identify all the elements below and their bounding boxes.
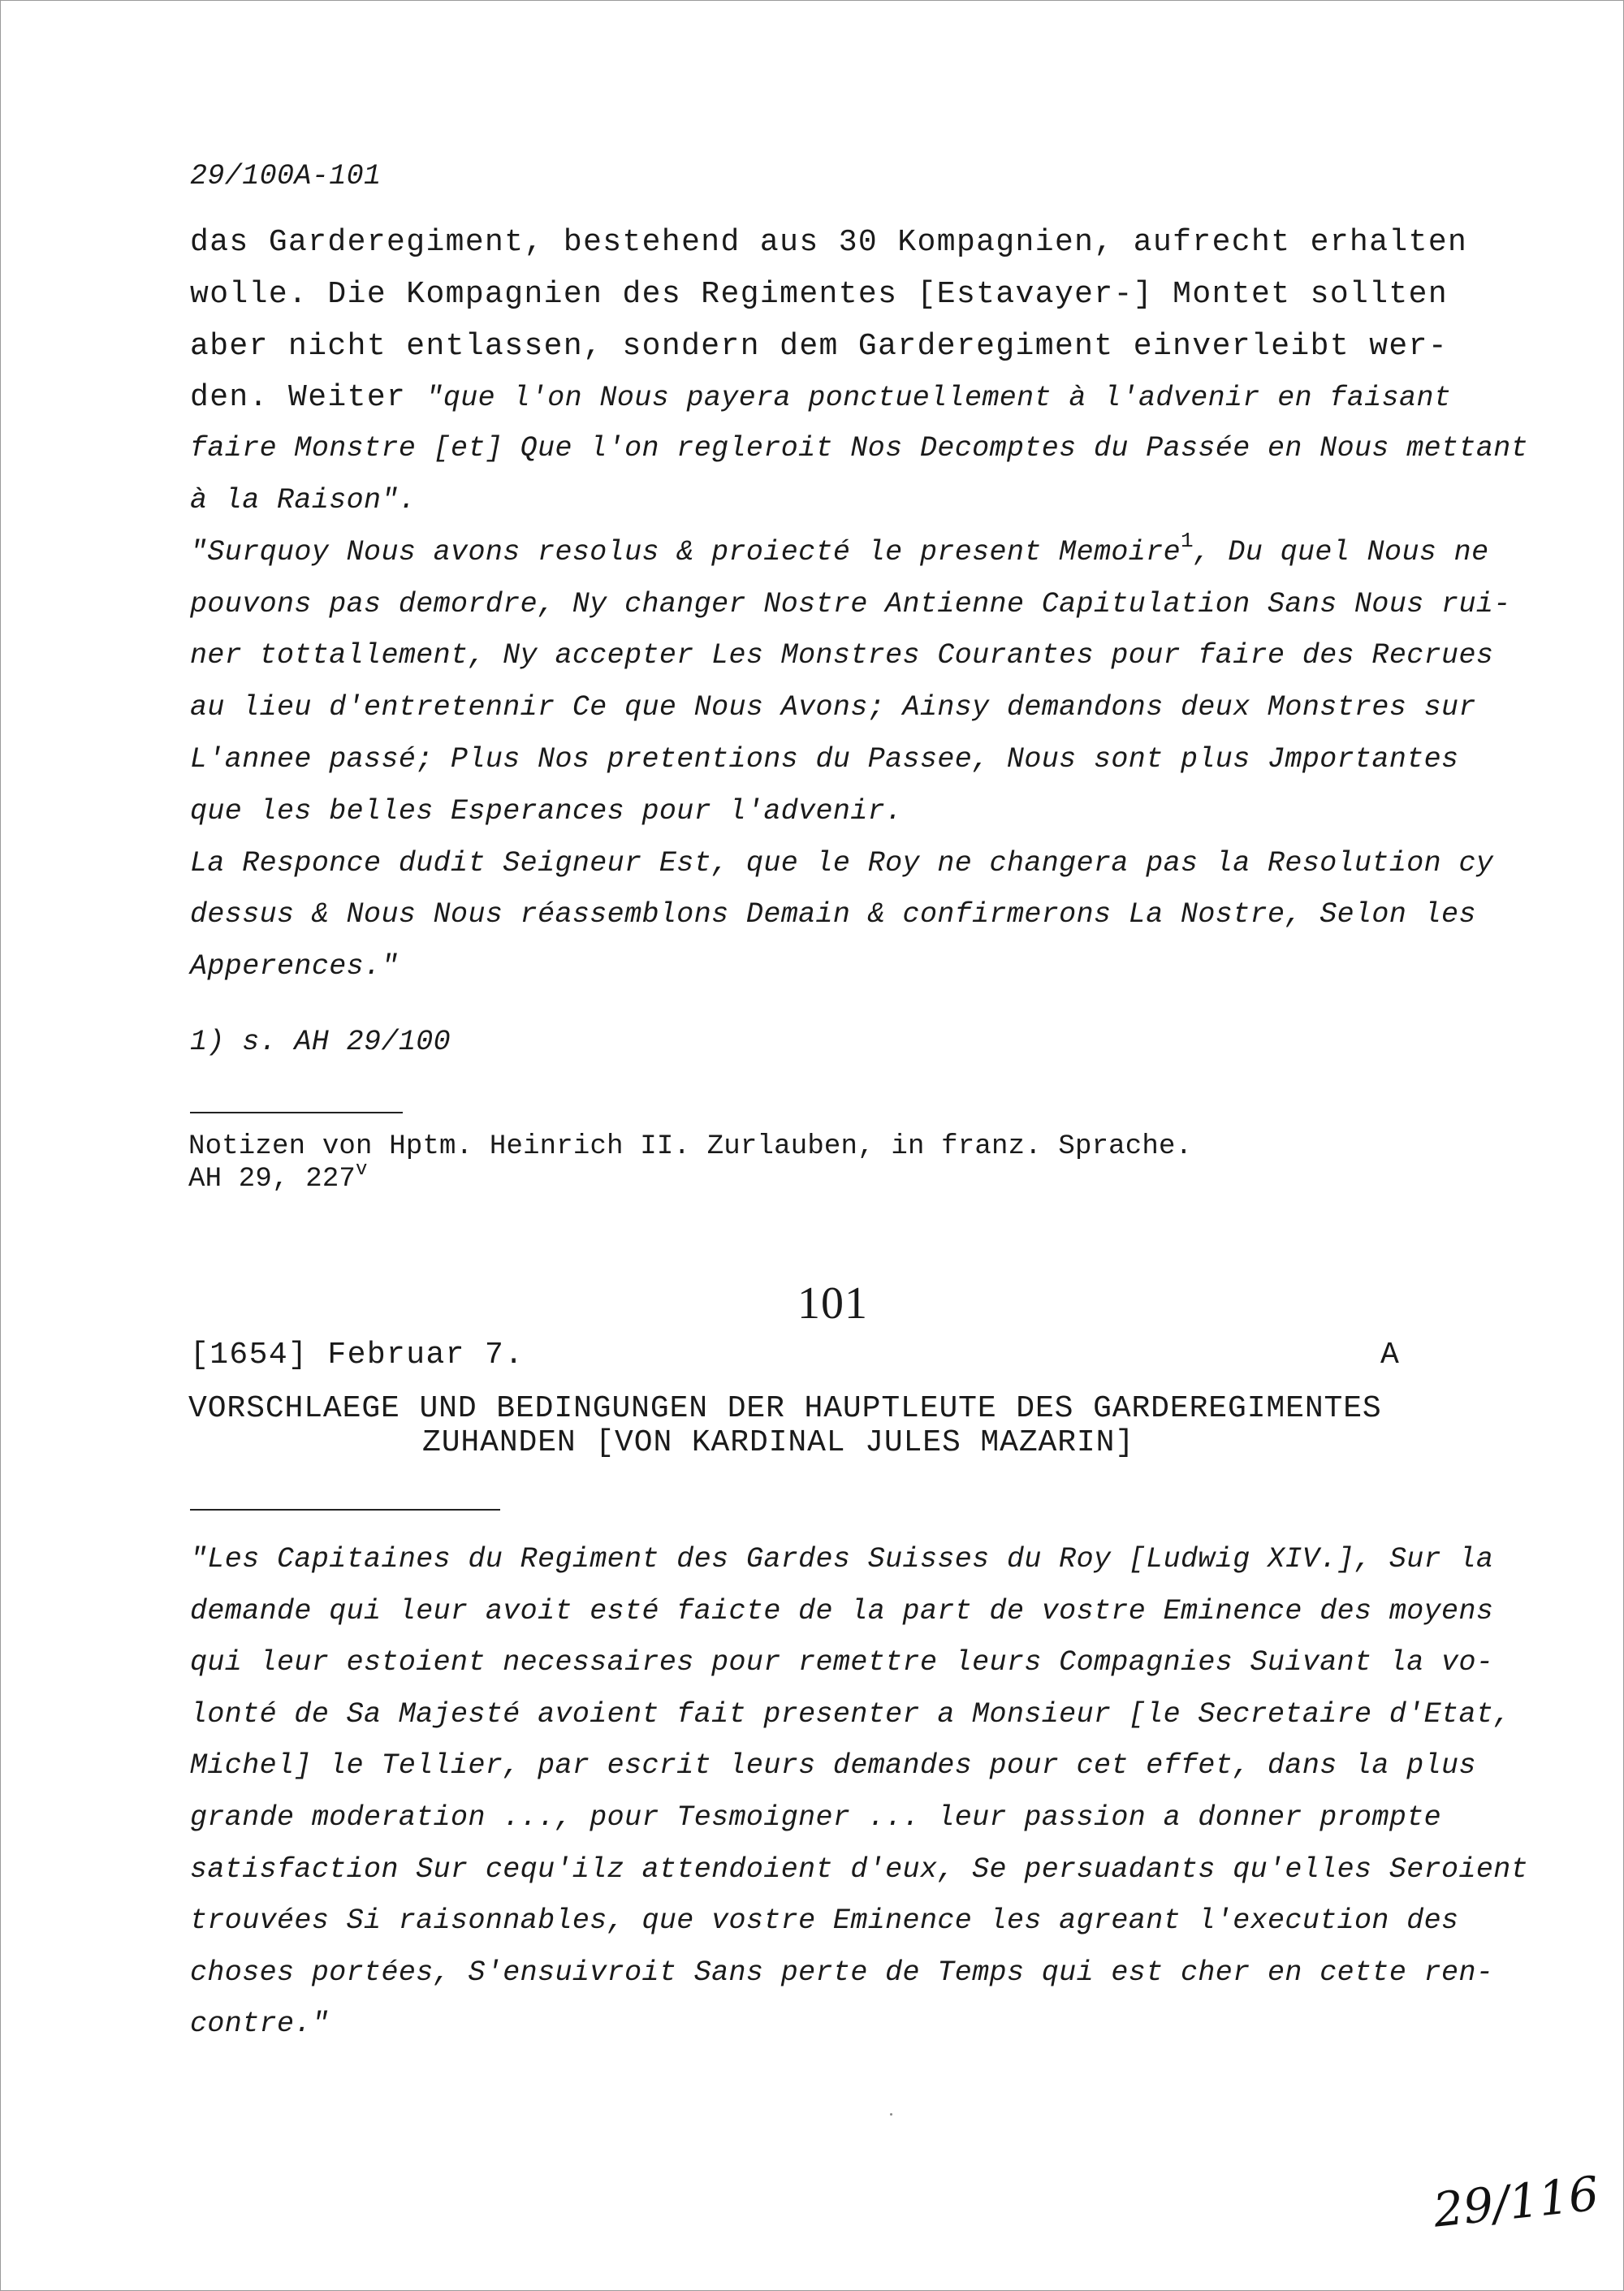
source-note: Notizen von Hptm. Heinrich II. Zurlauben, in franz. Sprache. [188,1131,1193,1162]
text-line [190,898,1476,931]
document-title-line1: VORSCHLAEGE UND BEDINGUNGEN DER HAUPTLEUTE DES GARDEREGIMENTES [188,1391,1382,1426]
text-run: wolle. Die Kompagnien des Regimentes [Estavayer-] Montet sollten [190,276,1449,312]
archive-reference-text: AH 29, 227 [188,1164,356,1195]
text-run: , Du quel Nous ne [1193,535,1489,568]
text-line: satisfaction Sur cequ'ilz attendoient d'eux, Se persuadants qu'elles Seroient [190,1852,1529,1886]
document-title-line2: ZUHANDEN [VON KARDINAL JULES MAZARIN] [422,1425,1135,1460]
title-separator [190,1509,500,1511]
text-line [190,432,1528,465]
text-line: Michel] le Tellier, par escrit leurs demandes pour cet effet, dans la plus [190,1749,1476,1783]
text-line [190,277,1448,312]
text-run: ner tottallement, Ny accepter Les Monstres Courantes pour faire des Recrues [190,639,1494,672]
text-line [190,743,1458,776]
archive-reference [188,1159,368,1195]
scan-speck [890,2113,892,2116]
text-line: choses portées, S'ensuivroit Sans perte de Temps qui est cher en cette ren- [190,1956,1494,1989]
document-number: 101 [797,1278,868,1329]
text-line [190,950,399,983]
text-line [190,639,1493,672]
text-run: "que l'on Nous payera ponctuellement à l'advenir en faisant [425,382,1452,415]
text-run: den. Weiter [190,380,426,416]
text-run: à la Raison". [190,484,417,517]
text-run: faire Monstre [et] Que l'on regleroit Nos Decomptes du Passée en Nous mettant [190,432,1529,465]
archive-reference-sup: v [356,1159,368,1181]
text-line [190,329,1448,364]
text-run: dessus & Nous Nous réassemblons Demain & confirmerons La Nostre, Selon les [190,898,1476,932]
footnote-marker: 1 [1181,528,1194,553]
text-run: que les belles Esperances pour l'advenir. [190,794,903,828]
text-run: das Garderegiment, bestehend aus 30 Kompagnien, aufrecht erhalten [190,225,1468,260]
text-line [190,588,1511,620]
text-line [190,380,1451,415]
footnote: 1) s. AH 29/100 [190,1026,451,1058]
document-version-letter: A [1380,1338,1401,1372]
text-line [190,484,416,517]
document-date: [1654] Februar 7. [190,1338,525,1372]
text-line: grande moderation ..., pour Tesmoigner ... leur passion a donner prompte [190,1801,1442,1834]
handwritten-folio-number: 29/116 [1431,2165,1602,2238]
text-run: Apperences." [190,950,399,983]
text-run: aber nicht entlassen, sondern dem Garderegiment einverleibt wer- [190,328,1449,364]
text-run: L'annee passé; Plus Nos pretentions du Passee, Nous sont plus Jmportantes [190,743,1459,776]
text-line: qui leur estoient necessaires pour remettre leurs Compagnies Suivant la vo- [190,1646,1494,1679]
text-line [190,691,1476,724]
text-line [190,528,1489,568]
text-run: "Surquoy Nous avons resolus & proiecté le present Memoire [190,535,1181,568]
text-line: trouvées Si raisonnables, que vostre Eminence les agreant l'execution des [190,1904,1459,1938]
text-line [190,795,903,828]
page-reference: 29/100A-101 [190,160,382,192]
text-line [190,225,1467,260]
text-line: contre." [190,2008,330,2041]
text-run: au lieu d'entretennir Ce que Nous Avons; Ainsy demandons deux Monstres sur [190,691,1476,724]
footnote-separator [190,1112,403,1113]
text-line [190,847,1493,880]
text-line: "Les Capitaines du Regiment des Gardes Suisses du Roy [Ludwig XIV.], Sur la [190,1543,1494,1576]
text-line: demande qui leur avoit esté faicte de la part de vostre Eminence des moyens [190,1594,1494,1627]
text-run: pouvons pas demordre, Ny changer Nostre Antienne Capitulation Sans Nous rui- [190,587,1511,620]
text-run: La Responce dudit Seigneur Est, que le Roy ne changera pas la Resolution cy [190,846,1494,880]
text-line: lonté de Sa Majesté avoient fait presenter a Monsieur [le Secretaire d'Etat, [190,1697,1511,1731]
